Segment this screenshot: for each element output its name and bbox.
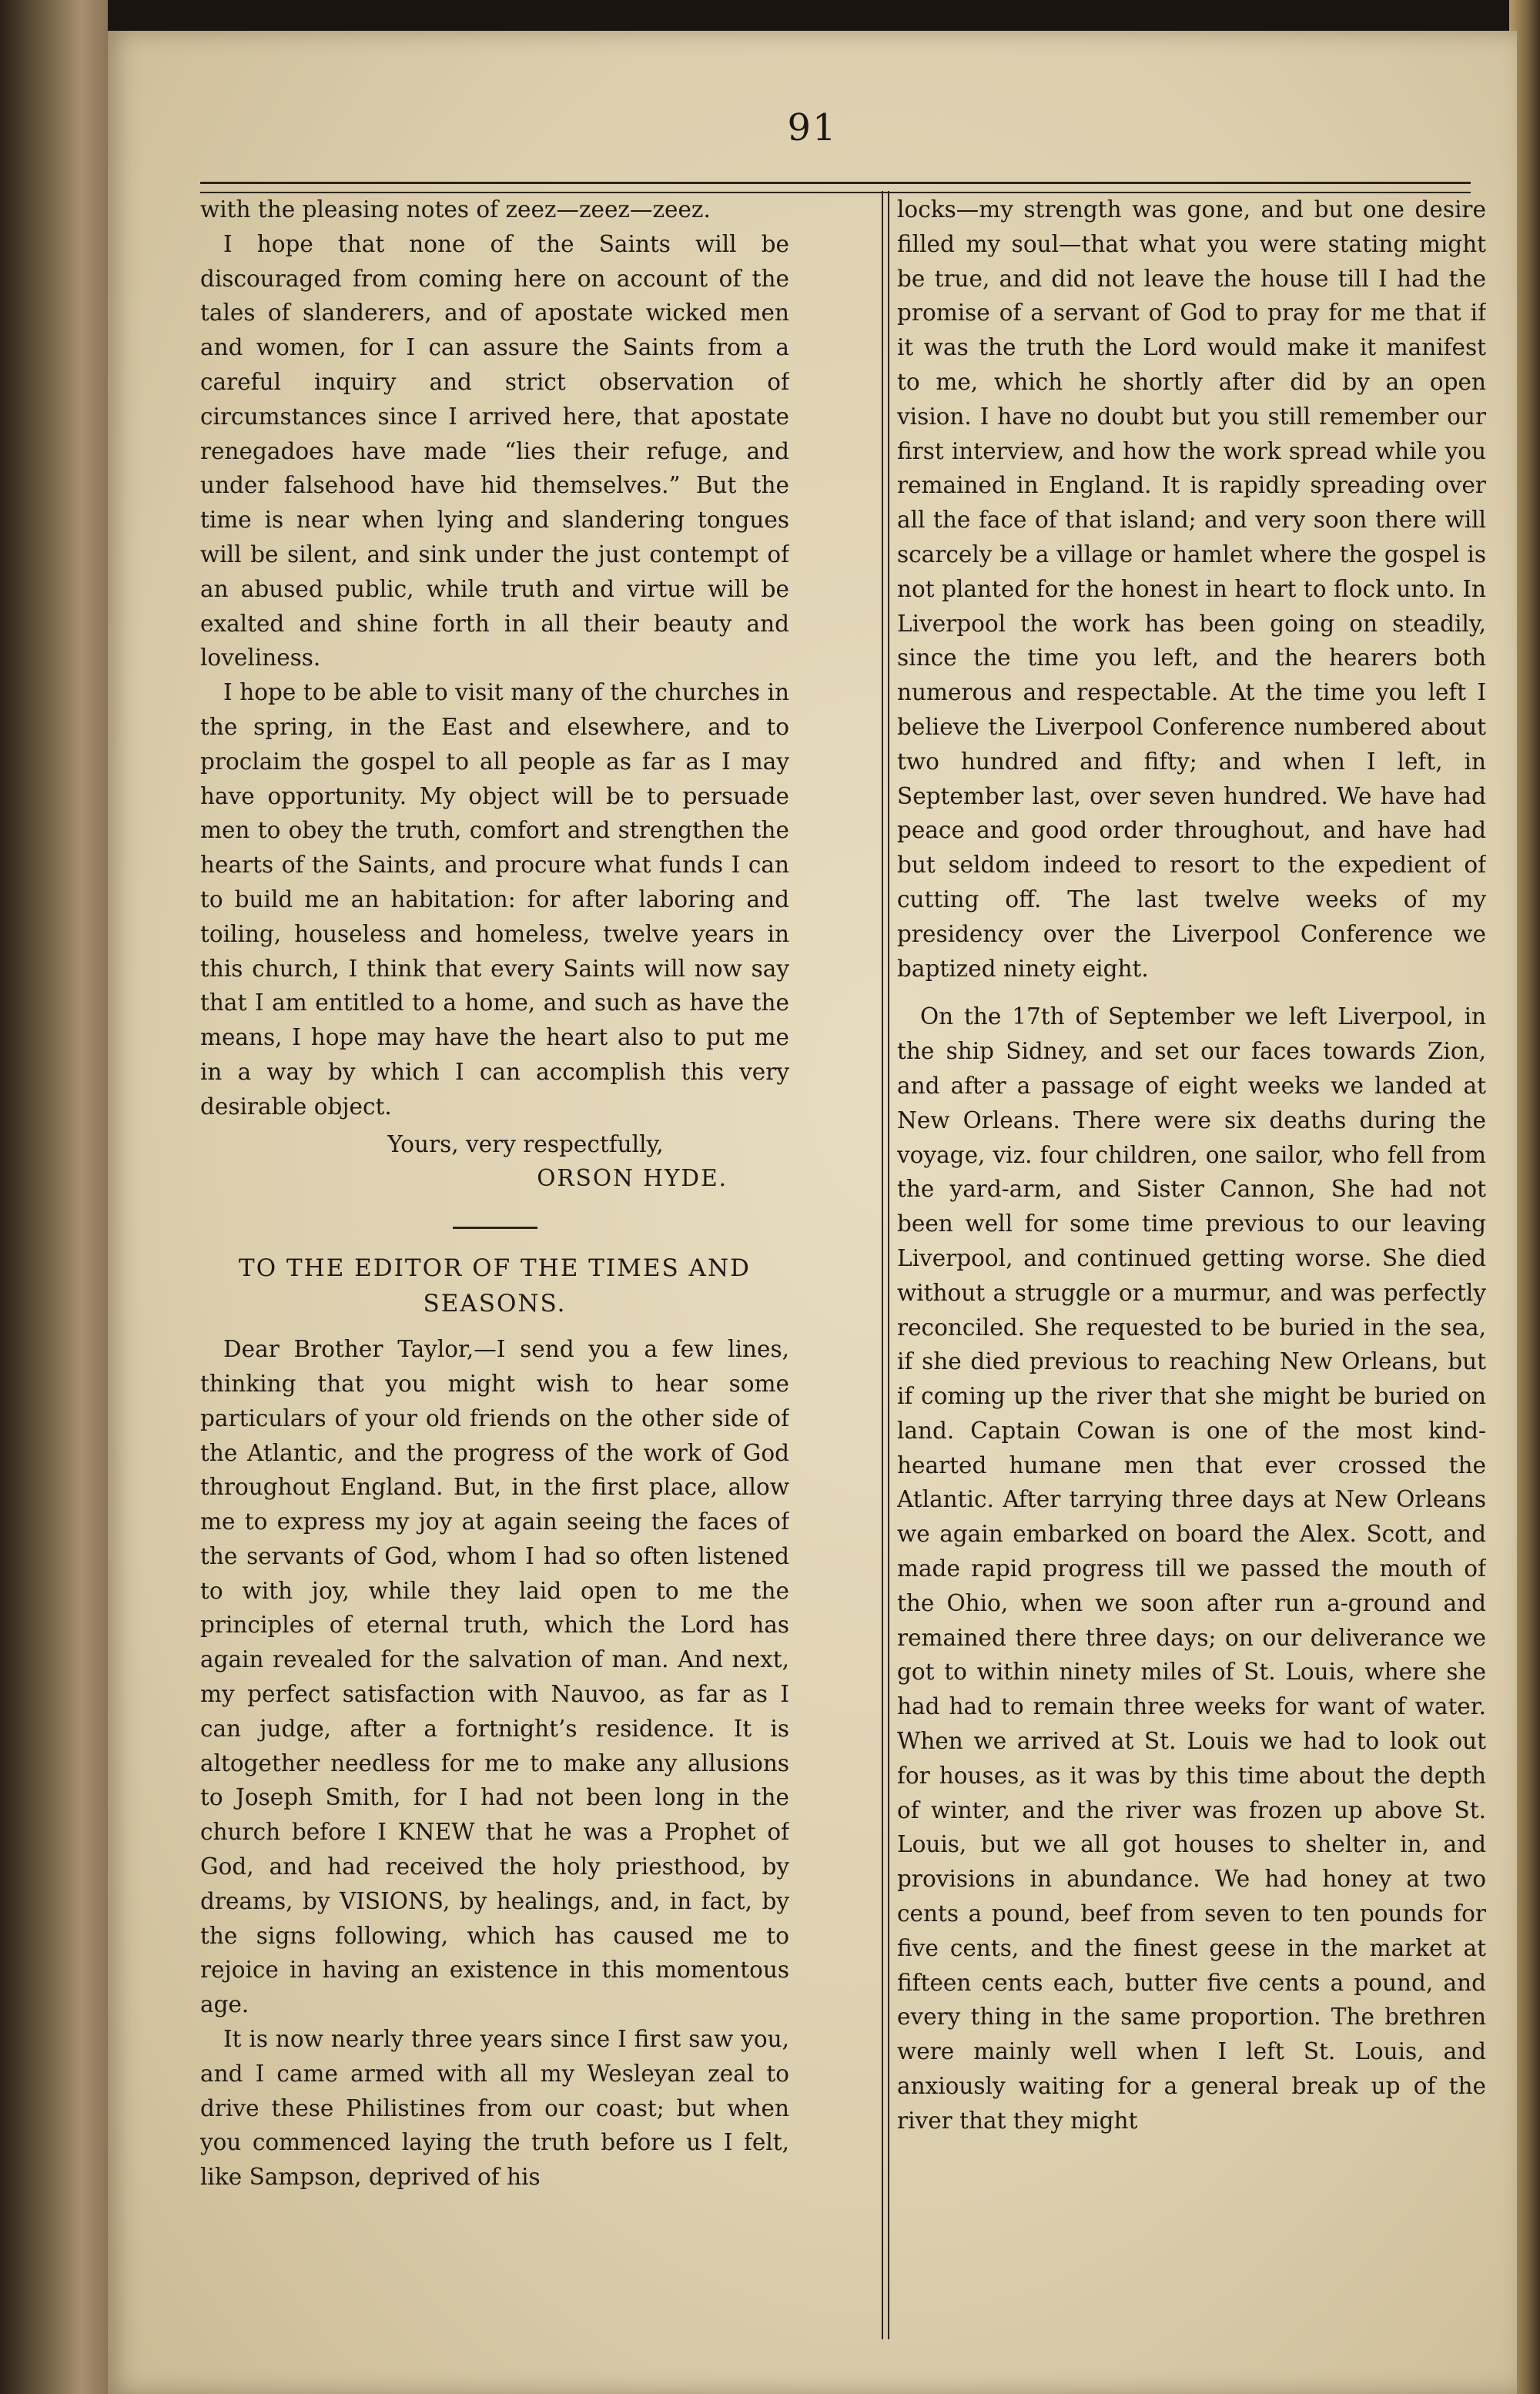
right-column: [897, 193, 1486, 2349]
left-column: [200, 193, 789, 2349]
header-rule: [200, 182, 1471, 193]
book-spine-left: [0, 0, 108, 2394]
section-divider: [453, 1227, 537, 1229]
paragraph: On the 17th of September we left Liverpool, in the ship Sidney, and set our faces towards Zion, and after a passage of eight weeks we landed at New Orleans. There were six deaths during the voyage, viz. four children, one sailor, who fell from the yard-arm, and Sister Cannon, She had not been well for some time previous to our leaving Liverpool, and continued getting worse. She died without a struggle or a murmur, and was perfectly reconciled. She requested to be buried in the sea, if she died previous to reaching New Orleans, but if coming up the river that she might be buried on land. Captain Cowan is one of the most kind-hearted humane men that ever crossed the Atlantic. After tarrying three days at New Orleans we again embarked on board the Alex. Scott, and made rapid progress till we passed the mouth of the Ohio, when we soon after run a-ground and remained there three days; on our deliverance we got to within ninety miles of St. Louis, where she had had to remain three weeks for want of water. When we arrived at St. Louis we had to look out for houses, as it was by this time about the depth of winter, and the river was frozen up above St. Louis, but we all got houses to shelter in, and provisions in abundance. We had honey at two cents a pound, beef from seven to ten pounds for five cents, and the finest geese in the market at fifteen cents each, butter five cents a pound, and every thing in the same proportion. The brethren were mainly well when I left St. Louis, and anxiously waiting for a general break up of the river that they might: [897, 1003, 1486, 2134]
section-heading: TO THE EDITOR OF THE TIMES AND SEASONS.: [239, 1254, 751, 1318]
paragraph: with the pleasing notes of zeez—zeez—zeez.: [200, 196, 711, 223]
paragraph: I hope that none of the Saints will be discouraged from coming here on account of the tales of slanderers, and of apostate wicked men and women, for I can assure the Saints from a careful inquiry and strict observation of circumstances since I arrived here, that apostate renegadoes have made “lies their refuge, and under falsehood have hid themselves.” But the time is near when lying and slandering tongues will be silent, and sink under the just contempt of an abused public, while truth and virtue will be exalted and shine forth in all their beauty and loveliness.: [200, 230, 789, 671]
letter-closing: Yours, very respectfully,: [387, 1130, 664, 1157]
newspaper-page: [108, 31, 1517, 2394]
column-divider: [882, 191, 889, 2339]
paragraph: It is now nearly three years since I first saw you, and I came armed with all my Wesleyan zeal to drive these Philistines from our coast; but when you commenced laying the truth before us I felt, like Sampson, deprived of his: [200, 2026, 789, 2191]
page-number: 91: [787, 106, 838, 149]
letter-signature: ORSON HYDE.: [537, 1165, 728, 1192]
paragraph: Dear Brother Taylor,—I send you a few lines, thinking that you might wish to hear some particulars of your old friends on the other side of the Atlantic, and the progress of the work of God throughout England. But, in the first place, allow me to express my joy at again seeing the faces of the servants of God, whom I had so often listened to with joy, while they laid open to me the principles of eternal truth, which the Lord has again revealed for the salvation of man. And next, my perfect satisfaction with Nauvoo, as far as I can judge, after a fortnight’s residence. It is altogether needless for me to make any allusions to Joseph Smith, for I had not been long in the church before I KNEW that he was a Prophet of God, and had received the holy priesthood, by dreams, by VISIONS, by healings, and, in fact, by the signs following, which has caused me to rejoice in having an existence in this momentous age.: [200, 1336, 789, 2018]
paragraph: locks—my strength was gone, and but one desire filled my soul—that what you were stating might be true, and did not leave the house till I had the promise of a servant of God to pray for me that if it was the truth the Lord would make it manifest to me, which he shortly after did by an open vision. I have no doubt but you still remember our first interview, and how the work spread while you remained in England. It is rapidly spreading over all the face of that island; and very soon there will scarcely be a village or hamlet where the gospel is not planted for the honest in heart to flock unto. In Liverpool the work has been going on steadily, since the time you left, and the hearers both numerous and respectable. At the time you left I believe the Liverpool Conference numbered about two hundred and fifty; and when I left, in September last, over seven hundred. We have had peace and good order throughout, and have had but seldom indeed to resort to the expedient of cutting off. The last twelve weeks of my presidency over the Liverpool Conference we baptized ninety eight.: [897, 196, 1486, 982]
paragraph: I hope to be able to visit many of the churches in the spring, in the East and elsewhere, and to proclaim the gospel to all people as far as I may have opportunity. My object will be to persuade men to obey the truth, comfort and strengthen the hearts of the Saints, and procure what funds I can to build me an habitation: for after laboring and toiling, houseless and homeless, twelve years in this church, I think that every Saints will now say that I am entitled to a home, and such as have the means, I hope may have the heart also to put me in a way by which I can accomplish this very desirable object.: [200, 679, 789, 1120]
